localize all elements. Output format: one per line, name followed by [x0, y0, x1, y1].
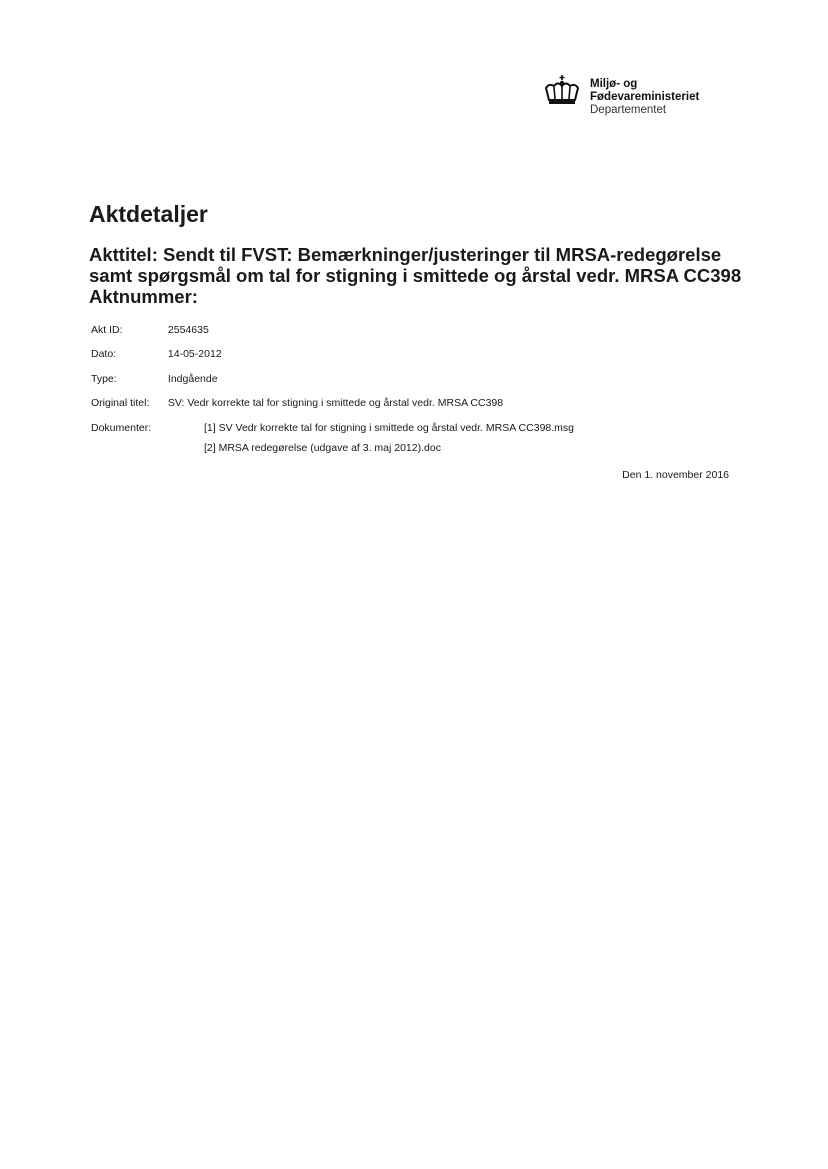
- document-item-1[interactable]: [1] SV Vedr korrekte tal for stigning i smittede og årstal vedr. MRSA CC398.msg: [204, 422, 574, 434]
- original-titel-value: SV: Vedr korrekte tal for stigning i smittede og årstal vedr. MRSA CC398: [167, 397, 504, 409]
- logo-text-line3: Departementet: [590, 104, 667, 116]
- footer-date: Den 1. november 2016: [622, 469, 729, 481]
- crown-icon: [542, 74, 582, 108]
- ministry-logo: [542, 70, 699, 117]
- original-titel-label: Original titel:: [91, 397, 150, 409]
- detail-row-dokumenter: [91, 422, 165, 434]
- document-item-2[interactable]: [2] MRSA redegørelse (udgave af 3. maj 2012).doc: [204, 442, 441, 454]
- title-line-3: Aktnummer:: [89, 286, 198, 307]
- document-title: [89, 244, 769, 307]
- dato-label: Dato:: [91, 348, 117, 360]
- type-value: Indgående: [167, 373, 218, 385]
- akt-id-value: 2554635: [167, 324, 209, 336]
- detail-row-type: [91, 373, 218, 385]
- detail-row-dato: [91, 348, 222, 360]
- type-label: Type:: [91, 373, 117, 385]
- logo-text-line1: Miljø- og: [590, 78, 638, 90]
- akt-id-label: Akt ID:: [91, 324, 123, 336]
- logo-text-line2: Fødevareministeriet: [590, 91, 700, 103]
- detail-row-original-titel: [91, 397, 503, 409]
- page-title: Aktdetaljer: [89, 201, 208, 227]
- dokumenter-label: Dokumenter:: [91, 422, 152, 434]
- title-line-1: Akttitel: Sendt til FVST: Bemærkninger/justeringer til MRSA-redegørelse: [89, 244, 722, 265]
- dato-value: 14-05-2012: [167, 348, 222, 360]
- title-line-2: samt spørgsmål om tal for stigning i smittede og årstal vedr. MRSA CC398: [89, 265, 742, 286]
- detail-row-akt-id: [91, 324, 209, 336]
